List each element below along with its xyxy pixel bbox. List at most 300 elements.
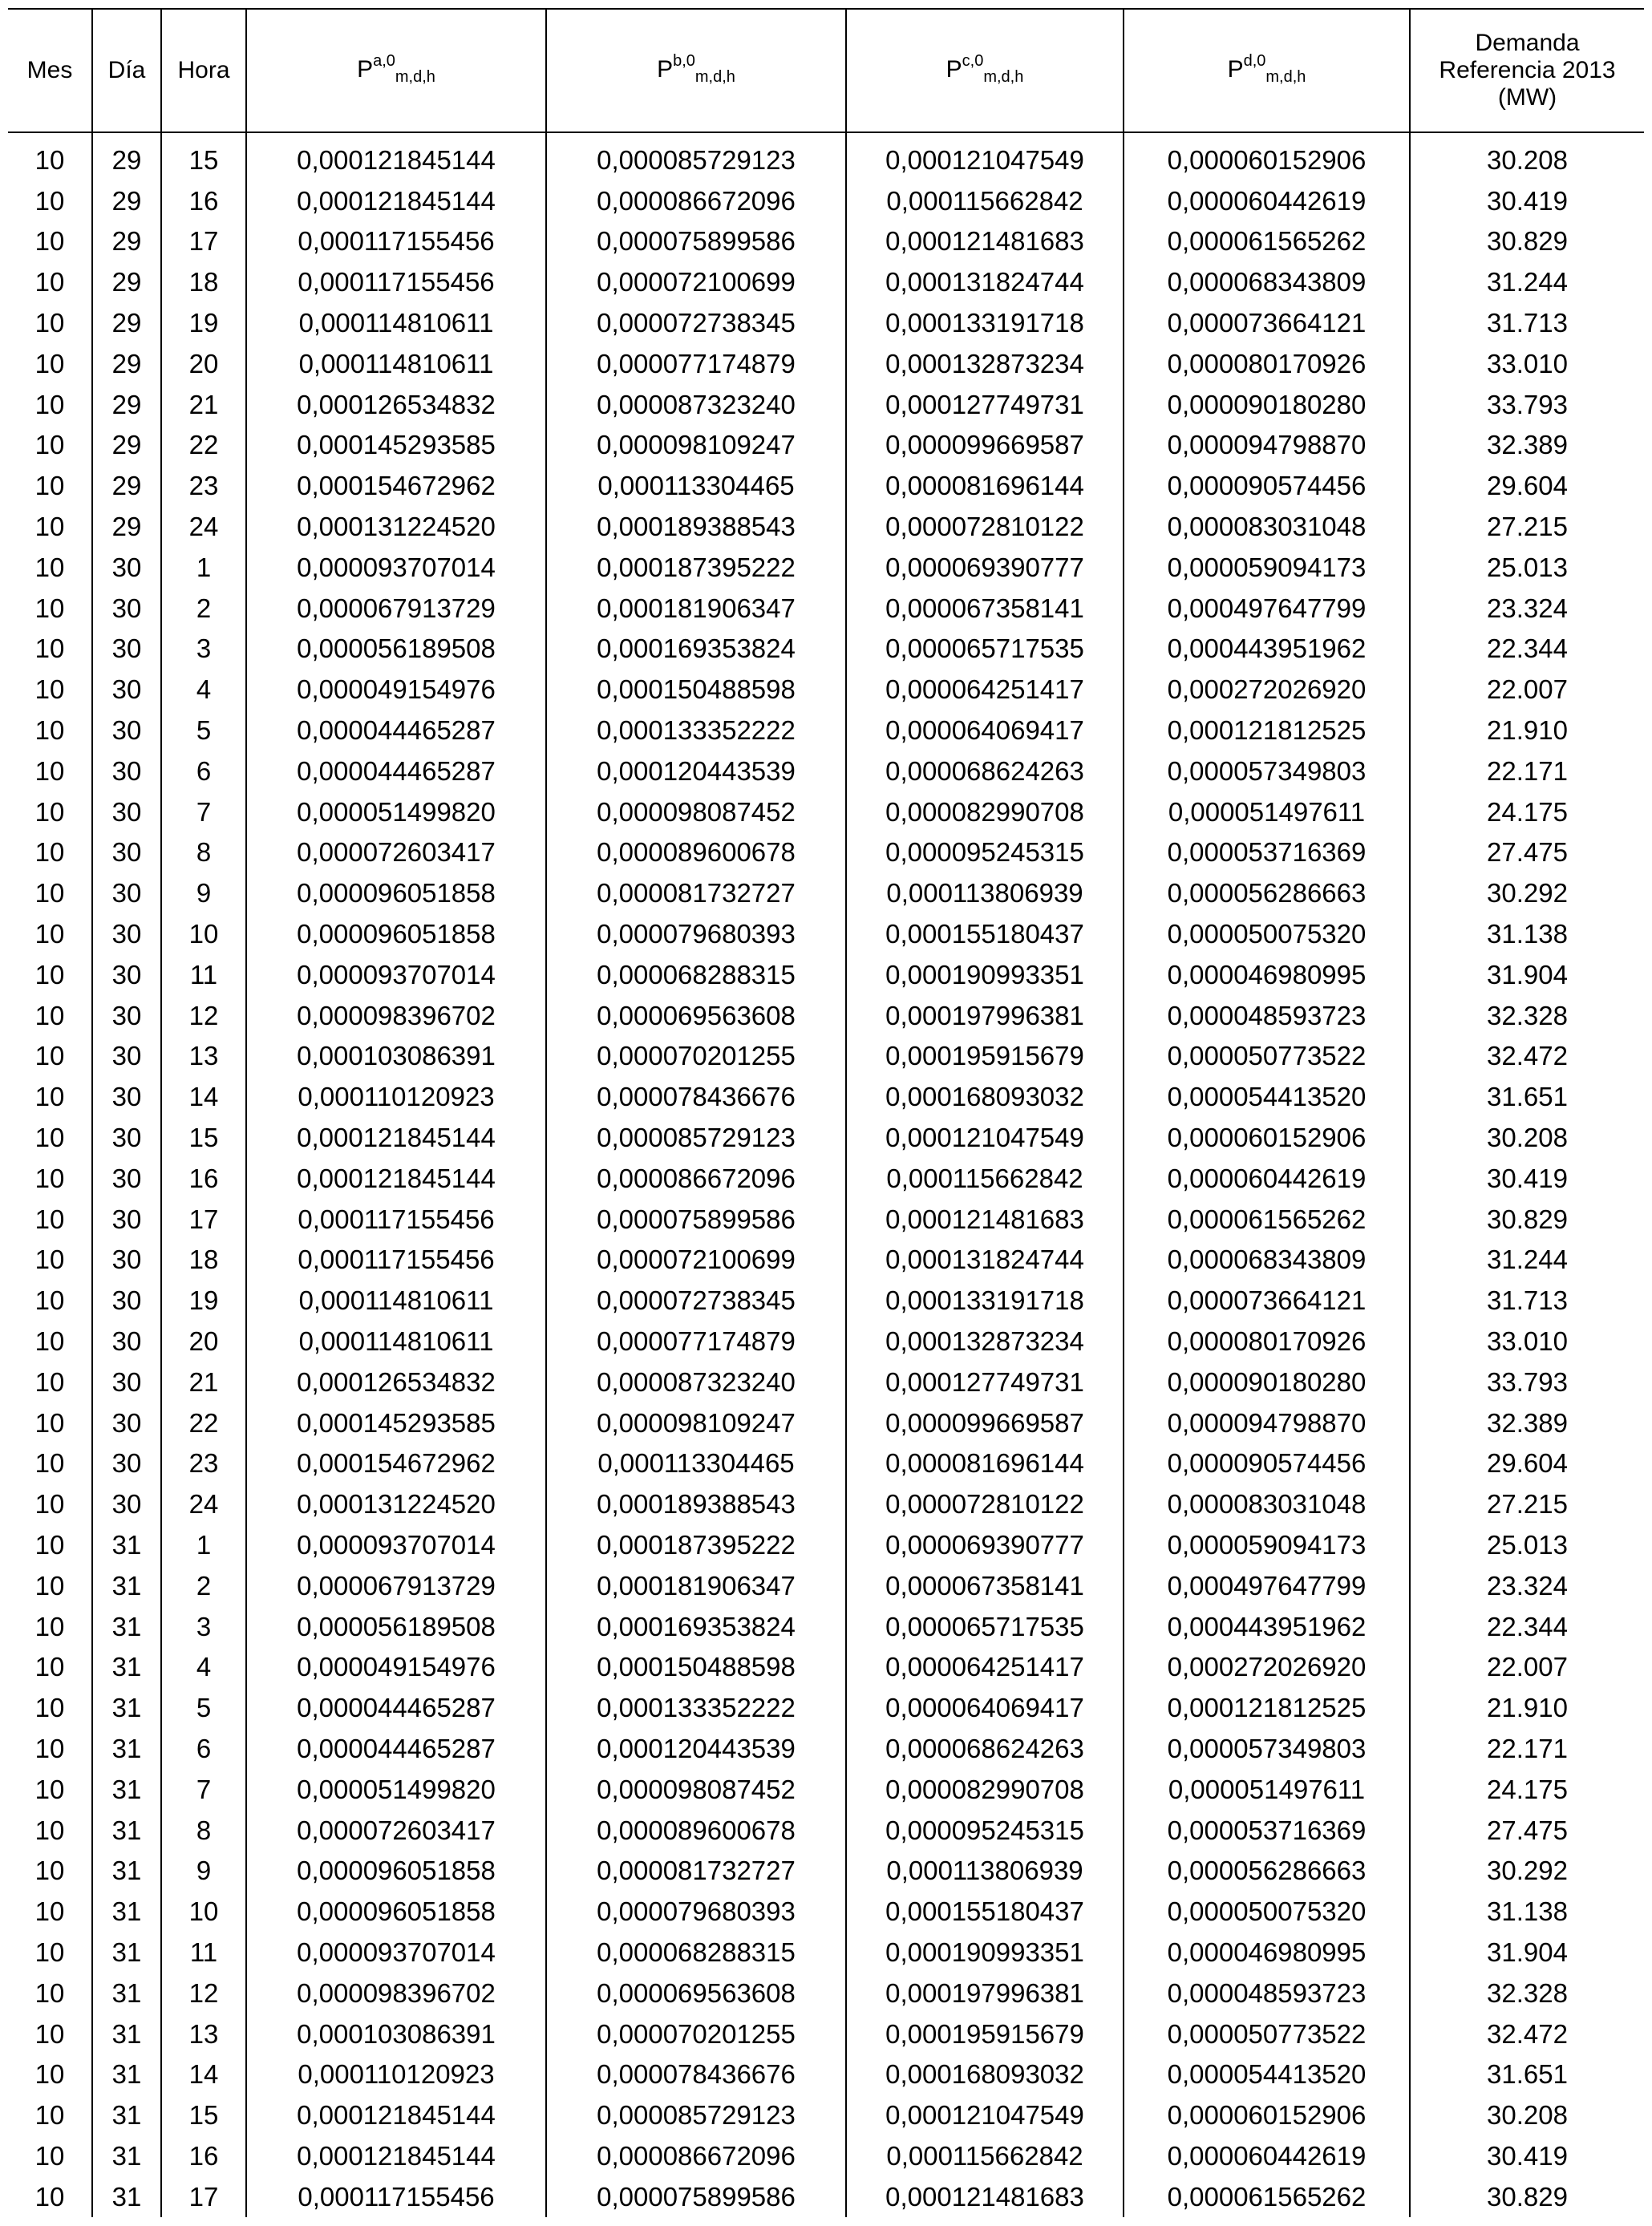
cell-pb: 0,000187395222 — [546, 1524, 846, 1565]
cell-hora: 17 — [161, 2176, 246, 2217]
cell-mes: 10 — [8, 1483, 92, 1524]
table-row — [8, 588, 1644, 629]
cell-pa: 0,000121845144 — [246, 1117, 546, 1158]
cell-pa: 0,000096051858 — [246, 1891, 546, 1932]
cell-demanda: 25.013 — [1410, 547, 1644, 588]
cell-pd: 0,000061565262 — [1124, 2176, 1410, 2217]
table-row — [8, 465, 1644, 506]
cell-pb: 0,000120443539 — [546, 751, 846, 791]
cell-pd: 0,000090180280 — [1124, 1362, 1410, 1402]
cell-mes: 10 — [8, 1402, 92, 1443]
table-row — [8, 1646, 1644, 1687]
table-body — [8, 132, 1644, 2217]
cell-pb: 0,000077174879 — [546, 1321, 846, 1362]
cell-pc: 0,000132873234 — [846, 343, 1124, 384]
cell-hora: 24 — [161, 1483, 246, 1524]
cell-pc: 0,000064251417 — [846, 1646, 1124, 1687]
cell-pb: 0,000085729123 — [546, 132, 846, 180]
cell-demanda: 29.604 — [1410, 465, 1644, 506]
cell-demanda: 30.419 — [1410, 1158, 1644, 1199]
cell-pa: 0,000117155456 — [246, 2176, 546, 2217]
cell-pc: 0,000197996381 — [846, 995, 1124, 1036]
cell-pb: 0,000098109247 — [546, 1402, 846, 1443]
cell-pa: 0,000114810611 — [246, 1321, 546, 1362]
cell-pc: 0,000068624263 — [846, 751, 1124, 791]
cell-pa: 0,000114810611 — [246, 343, 546, 384]
cell-pb: 0,000169353824 — [546, 1606, 846, 1647]
cell-hora: 2 — [161, 1565, 246, 1606]
col-header-pc — [846, 9, 1124, 132]
cell-hora: 17 — [161, 221, 246, 262]
cell-pd: 0,000050773522 — [1124, 2014, 1410, 2054]
cell-demanda: 30.419 — [1410, 180, 1644, 221]
cell-mes: 10 — [8, 791, 92, 832]
cell-pd: 0,000061565262 — [1124, 1199, 1410, 1240]
cell-mes: 10 — [8, 1606, 92, 1647]
cell-demanda: 27.475 — [1410, 832, 1644, 873]
cell-pa: 0,000110120923 — [246, 2054, 546, 2094]
cell-demanda: 32.328 — [1410, 995, 1644, 1036]
demanda-line1: Demanda — [1475, 30, 1580, 56]
cell-dia: 31 — [92, 1646, 161, 1687]
cell-hora: 19 — [161, 302, 246, 343]
cell-dia: 30 — [92, 1199, 161, 1240]
cell-dia: 29 — [92, 261, 161, 302]
cell-pa: 0,000126534832 — [246, 384, 546, 425]
cell-pd: 0,000050773522 — [1124, 1036, 1410, 1077]
cell-dia: 29 — [92, 180, 161, 221]
table-row — [8, 1402, 1644, 1443]
cell-pd: 0,000121812525 — [1124, 1687, 1410, 1728]
cell-pb: 0,000081732727 — [546, 1850, 846, 1891]
table-row — [8, 954, 1644, 995]
cell-hora: 15 — [161, 1117, 246, 1158]
cell-mes: 10 — [8, 2135, 92, 2176]
cell-hora: 1 — [161, 547, 246, 588]
cell-pc: 0,000133191718 — [846, 1280, 1124, 1321]
cell-pd: 0,000060152906 — [1124, 2094, 1410, 2135]
table-row — [8, 1728, 1644, 1769]
cell-pa: 0,000121845144 — [246, 2094, 546, 2135]
cell-pb: 0,000087323240 — [546, 1362, 846, 1402]
cell-mes: 10 — [8, 1158, 92, 1199]
cell-pd: 0,000080170926 — [1124, 343, 1410, 384]
cell-pd: 0,000060442619 — [1124, 2135, 1410, 2176]
cell-pd: 0,000060152906 — [1124, 132, 1410, 180]
cell-pd: 0,000443951962 — [1124, 629, 1410, 670]
cell-pb: 0,000181906347 — [546, 1565, 846, 1606]
cell-pc: 0,000168093032 — [846, 1076, 1124, 1117]
cell-hora: 23 — [161, 1443, 246, 1484]
cell-pa: 0,000145293585 — [246, 425, 546, 466]
cell-pc: 0,000065717535 — [846, 1606, 1124, 1647]
col-header-dia: Día — [92, 9, 161, 132]
table-row — [8, 2094, 1644, 2135]
pc-symbol: P — [945, 55, 962, 83]
cell-pd: 0,000060152906 — [1124, 1117, 1410, 1158]
cell-hora: 8 — [161, 1810, 246, 1851]
cell-pc: 0,000072810122 — [846, 506, 1124, 547]
cell-mes: 10 — [8, 1076, 92, 1117]
cell-pd: 0,000443951962 — [1124, 1606, 1410, 1647]
cell-pa: 0,000093707014 — [246, 1932, 546, 1973]
cell-pc: 0,000064251417 — [846, 669, 1124, 710]
cell-dia: 30 — [92, 710, 161, 751]
cell-pc: 0,000067358141 — [846, 588, 1124, 629]
cell-dia: 30 — [92, 872, 161, 913]
cell-hora: 13 — [161, 2014, 246, 2054]
cell-pd: 0,000060442619 — [1124, 1158, 1410, 1199]
cell-pb: 0,000085729123 — [546, 2094, 846, 2135]
table-row — [8, 791, 1644, 832]
cell-hora: 9 — [161, 872, 246, 913]
cell-pb: 0,000150488598 — [546, 1646, 846, 1687]
cell-pb: 0,000086672096 — [546, 1158, 846, 1199]
cell-pa: 0,000114810611 — [246, 302, 546, 343]
cell-mes: 10 — [8, 913, 92, 954]
cell-hora: 14 — [161, 1076, 246, 1117]
cell-dia: 30 — [92, 751, 161, 791]
table-row — [8, 221, 1644, 262]
table-row — [8, 343, 1644, 384]
cell-pa: 0,000103086391 — [246, 1036, 546, 1077]
cell-pd: 0,000050075320 — [1124, 1891, 1410, 1932]
pd-superscript: d,0 — [1243, 51, 1266, 70]
table-row — [8, 1932, 1644, 1973]
table-row — [8, 506, 1644, 547]
cell-mes: 10 — [8, 2014, 92, 2054]
table-row — [8, 425, 1644, 466]
cell-mes: 10 — [8, 302, 92, 343]
cell-pc: 0,000115662842 — [846, 2135, 1124, 2176]
cell-pa: 0,000072603417 — [246, 1810, 546, 1851]
cell-mes: 10 — [8, 180, 92, 221]
cell-pb: 0,000098087452 — [546, 791, 846, 832]
cell-pb: 0,000072100699 — [546, 261, 846, 302]
cell-demanda: 31.244 — [1410, 261, 1644, 302]
cell-pc: 0,000131824744 — [846, 1240, 1124, 1281]
cell-pb: 0,000078436676 — [546, 2054, 846, 2094]
cell-dia: 31 — [92, 2054, 161, 2094]
cell-dia: 29 — [92, 384, 161, 425]
cell-dia: 29 — [92, 343, 161, 384]
cell-hora: 4 — [161, 669, 246, 710]
cell-mes: 10 — [8, 1362, 92, 1402]
cell-demanda: 33.010 — [1410, 1321, 1644, 1362]
cell-demanda: 32.389 — [1410, 1402, 1644, 1443]
cell-dia: 30 — [92, 1321, 161, 1362]
cell-pd: 0,000056286663 — [1124, 872, 1410, 913]
table-row — [8, 2176, 1644, 2217]
cell-dia: 30 — [92, 913, 161, 954]
cell-pd: 0,000059094173 — [1124, 547, 1410, 588]
cell-hora: 1 — [161, 1524, 246, 1565]
cell-pb: 0,000070201255 — [546, 1036, 846, 1077]
cell-pb: 0,000069563608 — [546, 1973, 846, 2014]
cell-dia: 30 — [92, 1483, 161, 1524]
table-row — [8, 1606, 1644, 1647]
cell-hora: 6 — [161, 1728, 246, 1769]
cell-demanda: 21.910 — [1410, 710, 1644, 751]
cell-mes: 10 — [8, 669, 92, 710]
cell-pc: 0,000082990708 — [846, 791, 1124, 832]
cell-demanda: 32.472 — [1410, 1036, 1644, 1077]
cell-pd: 0,000051497611 — [1124, 1769, 1410, 1810]
cell-dia: 30 — [92, 791, 161, 832]
cell-pb: 0,000085729123 — [546, 1117, 846, 1158]
cell-pb: 0,000070201255 — [546, 2014, 846, 2054]
pa-subscript: m,d,h — [395, 67, 435, 86]
cell-hora: 21 — [161, 384, 246, 425]
cell-pd: 0,000497647799 — [1124, 1565, 1410, 1606]
cell-mes: 10 — [8, 1117, 92, 1158]
table-row — [8, 913, 1644, 954]
cell-pb: 0,000069563608 — [546, 995, 846, 1036]
cell-pa: 0,000096051858 — [246, 913, 546, 954]
cell-pd: 0,000056286663 — [1124, 1850, 1410, 1891]
cell-pc: 0,000155180437 — [846, 913, 1124, 954]
cell-dia: 31 — [92, 2014, 161, 2054]
cell-pc: 0,000095245315 — [846, 1810, 1124, 1851]
cell-pd: 0,000053716369 — [1124, 1810, 1410, 1851]
cell-demanda: 33.793 — [1410, 1362, 1644, 1402]
cell-dia: 31 — [92, 1810, 161, 1851]
cell-pa: 0,000044465287 — [246, 1687, 546, 1728]
cell-pc: 0,000113806939 — [846, 1850, 1124, 1891]
cell-pa: 0,000044465287 — [246, 710, 546, 751]
cell-pa: 0,000098396702 — [246, 995, 546, 1036]
cell-pc: 0,000127749731 — [846, 384, 1124, 425]
cell-demanda: 30.208 — [1410, 1117, 1644, 1158]
cell-pb: 0,000089600678 — [546, 832, 846, 873]
cell-hora: 16 — [161, 180, 246, 221]
cell-mes: 10 — [8, 1321, 92, 1362]
cell-mes: 10 — [8, 629, 92, 670]
cell-pd: 0,000094798870 — [1124, 1402, 1410, 1443]
cell-pb: 0,000189388543 — [546, 1483, 846, 1524]
table-row — [8, 629, 1644, 670]
table-row — [8, 1891, 1644, 1932]
cell-mes: 10 — [8, 1280, 92, 1321]
cell-dia: 30 — [92, 1443, 161, 1484]
cell-pa: 0,000093707014 — [246, 547, 546, 588]
cell-pa: 0,000067913729 — [246, 588, 546, 629]
cell-mes: 10 — [8, 384, 92, 425]
table-row — [8, 1280, 1644, 1321]
cell-hora: 22 — [161, 425, 246, 466]
cell-pb: 0,000072738345 — [546, 1280, 846, 1321]
cell-pd: 0,000059094173 — [1124, 1524, 1410, 1565]
cell-pa: 0,000121845144 — [246, 1158, 546, 1199]
cell-pb: 0,000075899586 — [546, 2176, 846, 2217]
cell-dia: 30 — [92, 1158, 161, 1199]
table-row — [8, 1199, 1644, 1240]
cell-pc: 0,000081696144 — [846, 465, 1124, 506]
table-row — [8, 2135, 1644, 2176]
col-header-mes: Mes — [8, 9, 92, 132]
cell-dia: 31 — [92, 1891, 161, 1932]
table-row — [8, 1158, 1644, 1199]
cell-mes: 10 — [8, 995, 92, 1036]
table-row — [8, 132, 1644, 180]
cell-mes: 10 — [8, 1443, 92, 1484]
cell-hora: 18 — [161, 1240, 246, 1281]
cell-mes: 10 — [8, 2054, 92, 2094]
cell-pc: 0,000099669587 — [846, 425, 1124, 466]
cell-mes: 10 — [8, 1810, 92, 1851]
cell-pc: 0,000190993351 — [846, 954, 1124, 995]
cell-pb: 0,000098087452 — [546, 1769, 846, 1810]
cell-hora: 5 — [161, 710, 246, 751]
cell-pb: 0,000113304465 — [546, 1443, 846, 1484]
cell-demanda: 33.793 — [1410, 384, 1644, 425]
cell-dia: 31 — [92, 1687, 161, 1728]
cell-hora: 7 — [161, 791, 246, 832]
cell-dia: 29 — [92, 465, 161, 506]
cell-mes: 10 — [8, 832, 92, 873]
cell-mes: 10 — [8, 872, 92, 913]
cell-pd: 0,000053716369 — [1124, 832, 1410, 873]
cell-pa: 0,000117155456 — [246, 261, 546, 302]
cell-dia: 31 — [92, 1850, 161, 1891]
table-row — [8, 384, 1644, 425]
cell-pc: 0,000121481683 — [846, 221, 1124, 262]
cell-dia: 29 — [92, 221, 161, 262]
cell-pa: 0,000103086391 — [246, 2014, 546, 2054]
cell-pd: 0,000057349803 — [1124, 1728, 1410, 1769]
cell-mes: 10 — [8, 1646, 92, 1687]
demanda-line3: (MW) — [1497, 84, 1557, 111]
cell-mes: 10 — [8, 1850, 92, 1891]
pc-superscript: c,0 — [962, 51, 984, 70]
cell-hora: 13 — [161, 1036, 246, 1077]
cell-demanda: 31.713 — [1410, 302, 1644, 343]
cell-pd: 0,000051497611 — [1124, 791, 1410, 832]
cell-demanda: 30.292 — [1410, 872, 1644, 913]
cell-pa: 0,000049154976 — [246, 1646, 546, 1687]
cell-dia: 31 — [92, 1524, 161, 1565]
cell-pc: 0,000099669587 — [846, 1402, 1124, 1443]
cell-hora: 19 — [161, 1280, 246, 1321]
table-row — [8, 1362, 1644, 1402]
cell-demanda: 22.007 — [1410, 1646, 1644, 1687]
cell-mes: 10 — [8, 132, 92, 180]
cell-pc: 0,000095245315 — [846, 832, 1124, 873]
cell-mes: 10 — [8, 1240, 92, 1281]
cell-hora: 11 — [161, 1932, 246, 1973]
cell-dia: 30 — [92, 547, 161, 588]
cell-pa: 0,000096051858 — [246, 1850, 546, 1891]
cell-dia: 29 — [92, 132, 161, 180]
cell-mes: 10 — [8, 2094, 92, 2135]
cell-dia: 31 — [92, 2135, 161, 2176]
cell-mes: 10 — [8, 1524, 92, 1565]
cell-pc: 0,000121047549 — [846, 2094, 1124, 2135]
cell-demanda: 23.324 — [1410, 1565, 1644, 1606]
cell-pc: 0,000195915679 — [846, 2014, 1124, 2054]
cell-pd: 0,000073664121 — [1124, 1280, 1410, 1321]
cell-pc: 0,000195915679 — [846, 1036, 1124, 1077]
table-row — [8, 1565, 1644, 1606]
cell-pd: 0,000497647799 — [1124, 588, 1410, 629]
cell-hora: 10 — [161, 1891, 246, 1932]
cell-dia: 30 — [92, 1036, 161, 1077]
cell-demanda: 22.344 — [1410, 629, 1644, 670]
cell-mes: 10 — [8, 465, 92, 506]
cell-dia: 30 — [92, 1362, 161, 1402]
cell-hora: 10 — [161, 913, 246, 954]
cell-pa: 0,000117155456 — [246, 221, 546, 262]
cell-mes: 10 — [8, 1932, 92, 1973]
cell-dia: 31 — [92, 2094, 161, 2135]
cell-hora: 14 — [161, 2054, 246, 2094]
cell-pd: 0,000083031048 — [1124, 1483, 1410, 1524]
table-row — [8, 1240, 1644, 1281]
cell-pa: 0,000121845144 — [246, 132, 546, 180]
cell-mes: 10 — [8, 1769, 92, 1810]
cell-pc: 0,000190993351 — [846, 1932, 1124, 1973]
pb-subscript: m,d,h — [694, 67, 735, 86]
cell-pb: 0,000089600678 — [546, 1810, 846, 1851]
cell-pb: 0,000187395222 — [546, 547, 846, 588]
cell-demanda: 22.007 — [1410, 669, 1644, 710]
cell-pb: 0,000072738345 — [546, 302, 846, 343]
cell-pc: 0,000069390777 — [846, 547, 1124, 588]
cell-pa: 0,000072603417 — [246, 832, 546, 873]
cell-pa: 0,000056189508 — [246, 1606, 546, 1647]
cell-hora: 11 — [161, 954, 246, 995]
pa-superscript: a,0 — [373, 51, 395, 70]
cell-pb: 0,000081732727 — [546, 872, 846, 913]
cell-mes: 10 — [8, 506, 92, 547]
cell-pb: 0,000181906347 — [546, 588, 846, 629]
cell-dia: 29 — [92, 506, 161, 547]
cell-hora: 24 — [161, 506, 246, 547]
cell-pa: 0,000154672962 — [246, 465, 546, 506]
cell-pb: 0,000169353824 — [546, 629, 846, 670]
cell-mes: 10 — [8, 1728, 92, 1769]
cell-pb: 0,000077174879 — [546, 343, 846, 384]
cell-hora: 12 — [161, 995, 246, 1036]
cell-mes: 10 — [8, 1891, 92, 1932]
cell-demanda: 31.651 — [1410, 2054, 1644, 2094]
cell-pa: 0,000051499820 — [246, 1769, 546, 1810]
cell-pc: 0,000121481683 — [846, 2176, 1124, 2217]
cell-pa: 0,000096051858 — [246, 872, 546, 913]
pd-symbol: P — [1227, 55, 1244, 83]
cell-pc: 0,000081696144 — [846, 1443, 1124, 1484]
cell-demanda: 25.013 — [1410, 1524, 1644, 1565]
cell-pb: 0,000087323240 — [546, 384, 846, 425]
cell-demanda: 30.829 — [1410, 2176, 1644, 2217]
cell-pb: 0,000189388543 — [546, 506, 846, 547]
cell-dia: 31 — [92, 1728, 161, 1769]
cell-hora: 23 — [161, 465, 246, 506]
table-row — [8, 995, 1644, 1036]
cell-hora: 3 — [161, 1606, 246, 1647]
cell-pc: 0,000082990708 — [846, 1769, 1124, 1810]
cell-mes: 10 — [8, 343, 92, 384]
table-row — [8, 1973, 1644, 2014]
cell-pd: 0,000090574456 — [1124, 1443, 1410, 1484]
cell-hora: 15 — [161, 2094, 246, 2135]
cell-demanda: 30.829 — [1410, 1199, 1644, 1240]
table-row — [8, 872, 1644, 913]
cell-pd: 0,000080170926 — [1124, 1321, 1410, 1362]
cell-pa: 0,000093707014 — [246, 954, 546, 995]
cell-mes: 10 — [8, 954, 92, 995]
cell-dia: 30 — [92, 1240, 161, 1281]
